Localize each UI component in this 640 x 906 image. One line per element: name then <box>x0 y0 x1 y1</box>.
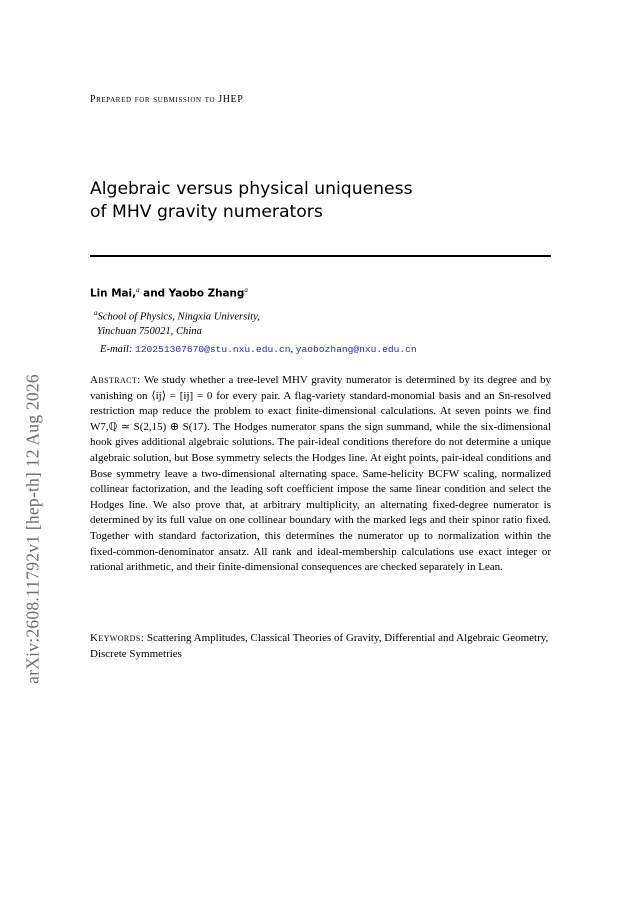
author-connector: and <box>139 287 169 300</box>
abstract-text: We study whether a tree-level MHV gravity numerator is determined by its degree and by vanishing on ⟨ij⟩ = [ij] = 0 for every pair. A flag-variety standard-monomial basis and an Sn-resolved restriction map reduce the problem to exact finite-dimensional calculations. At seven points we find W7,ℚ ≃ S(2,15) ⊕ S(17). The Hodges numerator spans the sign summand, while the six-dimensional hook gives additional algebraic solutions. The pair-ideal conditions therefore do not determine a unique algebraic solution, but Bose symmetry selects the Hodges line. At eight points, pair-ideal conditions and Bose symmetry leave a two-dimensional alternating space. Same-helicity BCFW scaling, normalized collinear factorization, and the leading soft coefficient impose the same linear condition and select the Hodges line. We also prove that, at arbitrary multiplicity, an alternating fixed-degree numerator is determined by its full value on one collinear boundary with the marked legs and their spinor ratio fixed. Together with standard factorization, this determines the numerator up to normalization within the fixed-common-denominator ansatz. All rank and ideal-membership calculations use exact integer or rational arithmetic, and their finite-dimensional consequences are checked separately in Lean. <box>90 374 551 574</box>
keywords-text: Scattering Amplitudes, Classical Theories of Gravity, Differential and Algebraic Geometry, Discrete Symmetries <box>90 632 549 660</box>
paper-title <box>90 178 550 224</box>
affiliation-mark: a <box>94 309 98 317</box>
arxiv-watermark <box>24 333 42 725</box>
keywords-label: Keywords: <box>90 632 145 644</box>
email-link-1[interactable]: 120251307670@stu.nxu.edu.cn <box>135 344 291 355</box>
email-line <box>100 344 417 355</box>
email-label: E-mail: <box>100 344 133 355</box>
author-2: Yaobo Zhang <box>168 287 245 300</box>
abstract-label: Abstract: <box>90 374 141 386</box>
affiliation-line-1: School of Physics, Ningxia University, <box>97 311 260 323</box>
author-1-mark: a <box>136 286 140 294</box>
arxiv-id: arXiv:2608.11792v1 [hep-th] 12 Aug 2026 <box>22 374 43 684</box>
title-line-2: of MHV gravity numerators <box>90 202 323 222</box>
affiliation-line-2: Yinchuan 750021, China <box>97 325 202 337</box>
email-link-2[interactable]: yaobozhang@nxu.edu.cn <box>295 344 417 355</box>
affiliation <box>94 306 260 339</box>
author-list <box>90 286 248 299</box>
keywords <box>90 631 551 662</box>
abstract <box>90 373 551 576</box>
email-separator: , <box>290 344 296 355</box>
title-rule <box>90 255 551 257</box>
author-2-mark: a <box>244 286 248 294</box>
author-1: Lin Mai, <box>90 287 137 300</box>
title-line-1: Algebraic versus physical uniqueness <box>90 179 413 199</box>
journal-note: Prepared for submission to JHEP <box>90 94 244 105</box>
